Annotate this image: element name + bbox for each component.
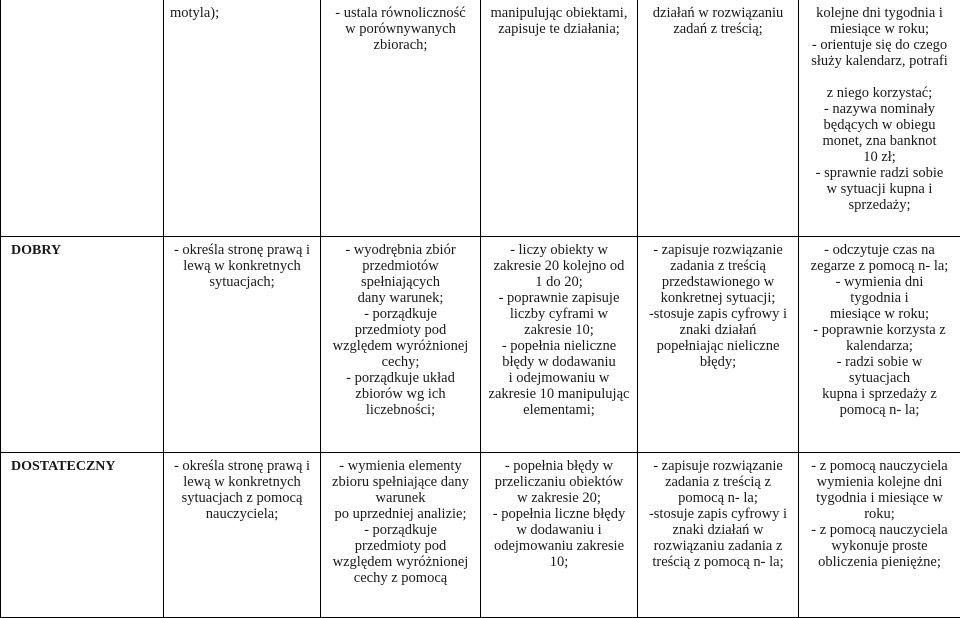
cell-line: cechy z pomocą: [327, 570, 474, 586]
cell-line: - określa stronę prawą i: [170, 458, 314, 474]
cell-line: zadania z treścią z: [644, 474, 792, 490]
cell-line: dany warunek;: [327, 290, 474, 306]
cell-line: zadań z treścią;: [644, 21, 792, 37]
cell-line: - ustala równoliczność: [327, 5, 474, 21]
cell-line: w sytuacji kupna i: [805, 181, 954, 197]
cell-line: - orientuje się do czego: [805, 37, 954, 53]
cell-line: błędy;: [644, 354, 792, 370]
cell-line: motyla);: [170, 5, 314, 21]
cell-line: przedstawionego w: [644, 274, 792, 290]
cell-line: - wymienia elementy: [327, 458, 474, 474]
criteria-cell: [164, 453, 321, 618]
criteria-cell: [799, 237, 960, 453]
criteria-cell: [638, 0, 799, 237]
cell-line: i odejmowaniu w: [487, 370, 631, 386]
cell-line: - popełnia nieliczne: [487, 338, 631, 354]
table-row: [1, 237, 960, 453]
cell-line: po uprzedniej analizie;: [327, 506, 474, 522]
cell-line: przedmiotów: [327, 258, 474, 274]
cell-line: tygodnia i miesiące w: [805, 490, 954, 506]
cell-line: przedmioty pod: [327, 322, 474, 338]
cell-line: - zapisuje rozwiązanie: [644, 242, 792, 258]
cell-line: kupna i sprzedaży z: [805, 386, 954, 402]
cell-line: konkretnej sytuacji;: [644, 290, 792, 306]
cell-line: 10;: [487, 554, 631, 570]
cell-line: sytuacjach: [805, 370, 954, 386]
criteria-cell: [321, 0, 481, 237]
cell-line: błędy w dodawaniu: [487, 354, 631, 370]
cell-line: miesiące w roku;: [805, 306, 954, 322]
cell-line: względem wyróżnionej: [327, 554, 474, 570]
cell-line: - sprawnie radzi sobie: [805, 165, 954, 181]
cell-line: - poprawnie zapisuje: [487, 290, 631, 306]
table-row: [1, 0, 960, 237]
cell-line: cechy;: [327, 354, 474, 370]
cell-line: przeliczaniu obiektów: [487, 474, 631, 490]
cell-line: sytuacjach z pomocą: [170, 490, 314, 506]
criteria-cell: [799, 0, 960, 237]
cell-line: odejmowaniu zakresie: [487, 538, 631, 554]
cell-line: zakresie 10;: [487, 322, 631, 338]
cell-line: względem wyróżnionej: [327, 338, 474, 354]
criteria-cell: [481, 453, 638, 618]
cell-line: popełniając nieliczne: [644, 338, 792, 354]
criteria-cell: [481, 0, 638, 237]
level-cell: DOBRY: [1, 237, 164, 453]
criteria-cell: [481, 237, 638, 453]
criteria-cell: [321, 237, 481, 453]
cell-line: pomocą n- la;: [805, 402, 954, 418]
level-cell: [1, 0, 164, 237]
cell-line: zakresie 10 manipulując: [487, 386, 631, 402]
cell-line: obliczenia pieniężne;: [805, 554, 954, 570]
cell-line: manipulując obiektami,: [487, 5, 631, 21]
cell-line: - popełnia liczne błędy: [487, 506, 631, 522]
cell-line: w porównywanych: [327, 21, 474, 37]
cell-line: roku;: [805, 506, 954, 522]
cell-line: - odczytuje czas na: [805, 242, 954, 258]
cell-line: - nazywa nominały: [805, 101, 954, 117]
cell-line: z niego korzystać;: [805, 85, 954, 101]
cell-line: - określa stronę prawą i: [170, 242, 314, 258]
table-row: [1, 453, 960, 618]
cell-line: działań w rozwiązaniu: [644, 5, 792, 21]
cell-line: - wymienia dni: [805, 274, 954, 290]
criteria-cell: [638, 237, 799, 453]
cell-line: wymienia kolejne dni: [805, 474, 954, 490]
criteria-cell: [321, 453, 481, 618]
cell-line: miesiące w roku;: [805, 21, 954, 37]
cell-line: lewą w konkretnych: [170, 474, 314, 490]
cell-line: nauczyciela;: [170, 506, 314, 522]
cell-line: - wyodrębnia zbiór: [327, 242, 474, 258]
cell-line: liczby cyframi w: [487, 306, 631, 322]
cell-line: elementami;: [487, 402, 631, 418]
cell-line: - porządkuje układ: [327, 370, 474, 386]
cell-line: 1 do 20;: [487, 274, 631, 290]
cell-line: znaki działań: [644, 322, 792, 338]
cell-line: sytuacjach;: [170, 274, 314, 290]
cell-line: - z pomocą nauczyciela: [805, 522, 954, 538]
cell-line: - poprawnie korzysta z: [805, 322, 954, 338]
criteria-cell: [164, 0, 321, 237]
cell-line: przedmioty pod: [327, 538, 474, 554]
cell-line: [805, 69, 954, 85]
criteria-cell: [638, 453, 799, 618]
cell-line: zapisuje te działania;: [487, 21, 631, 37]
cell-line: będących w obiegu: [805, 117, 954, 133]
level-cell: DOSTATECZNY: [1, 453, 164, 618]
cell-line: rozwiązaniu zadania z: [644, 538, 792, 554]
cell-line: - zapisuje rozwiązanie: [644, 458, 792, 474]
cell-line: 10 zł;: [805, 149, 954, 165]
cell-line: -stosuje zapis cyfrowy i: [644, 506, 792, 522]
cell-line: - liczy obiekty w: [487, 242, 631, 258]
cell-line: zbiorach;: [327, 37, 474, 53]
cell-line: kalendarza;: [805, 338, 954, 354]
cell-line: monet, zna banknot: [805, 133, 954, 149]
cell-line: w zakresie 20;: [487, 490, 631, 506]
cell-line: kolejne dni tygodnia i: [805, 5, 954, 21]
cell-line: spełniających: [327, 274, 474, 290]
cell-line: zadania z treścią: [644, 258, 792, 274]
cell-line: tygodnia i: [805, 290, 954, 306]
cell-line: lewą w konkretnych: [170, 258, 314, 274]
cell-line: zegarze z pomocą n- la;: [805, 258, 954, 274]
cell-line: liczebności;: [327, 402, 474, 418]
cell-line: pomocą n- la;: [644, 490, 792, 506]
cell-line: zbiorów wg ich: [327, 386, 474, 402]
cell-line: treścią z pomocą n- la;: [644, 554, 792, 570]
cell-line: - porządkuje: [327, 522, 474, 538]
cell-line: zbioru spełniające dany: [327, 474, 474, 490]
cell-line: warunek: [327, 490, 474, 506]
cell-line: w dodawaniu i: [487, 522, 631, 538]
cell-line: służy kalendarz, potrafi: [805, 53, 954, 69]
criteria-cell: [799, 453, 960, 618]
cell-line: - porządkuje: [327, 306, 474, 322]
cell-line: - popełnia błędy w: [487, 458, 631, 474]
criteria-cell: [164, 237, 321, 453]
cell-line: zakresie 20 kolejno od: [487, 258, 631, 274]
cell-line: znaki działań w: [644, 522, 792, 538]
cell-line: -stosuje zapis cyfrowy i: [644, 306, 792, 322]
cell-line: - z pomocą nauczyciela: [805, 458, 954, 474]
cell-line: - radzi sobie w: [805, 354, 954, 370]
cell-line: sprzedaży;: [805, 197, 954, 213]
cell-line: wykonuje proste: [805, 538, 954, 554]
